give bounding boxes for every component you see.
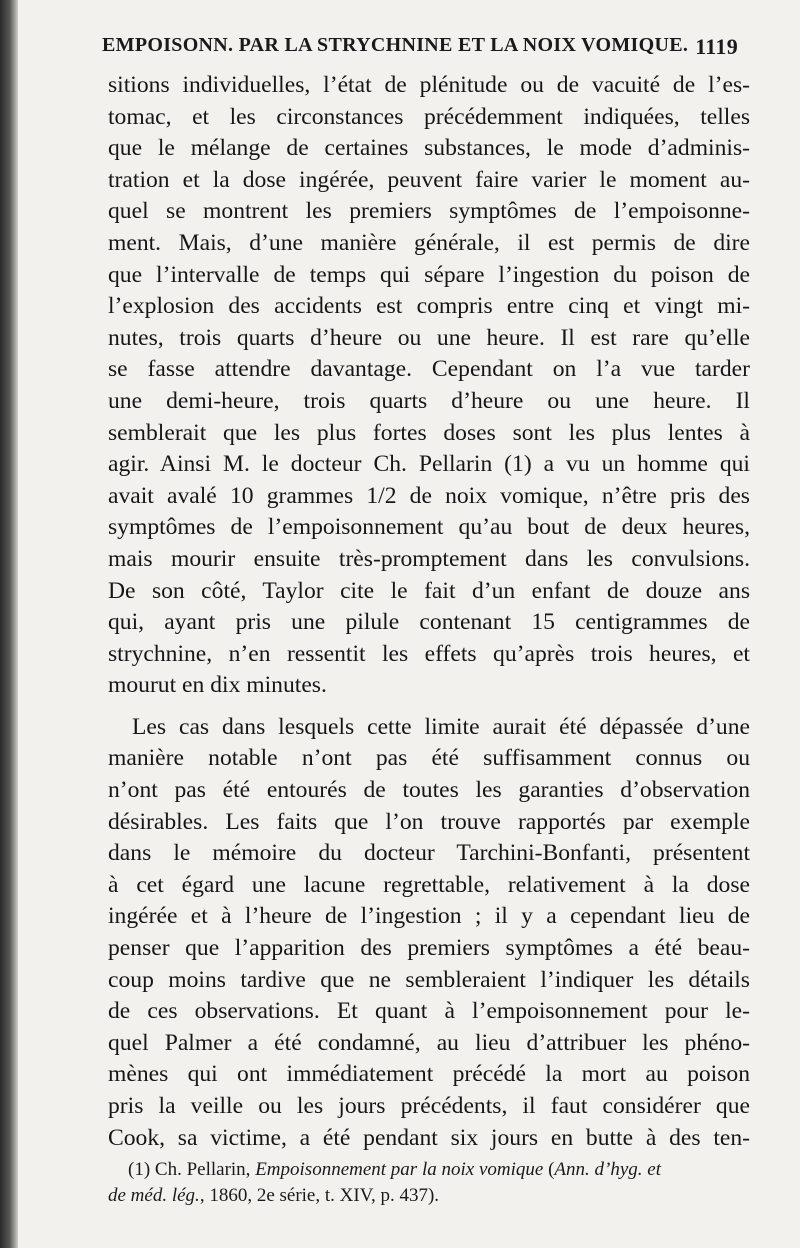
text-line: quel Palmer a été condamné, au lieu d’attribuer les phéno- — [108, 1029, 750, 1056]
running-title: EMPOISONN. PAR LA STRYCHNINE ET LA NOIX VOMIQUE. — [102, 34, 689, 56]
text-line: strychnine, n’en ressentit les effets qu’après trois heures, et — [108, 640, 750, 667]
paragraph-1 — [108, 70, 750, 702]
footnote-title: Empoisonnement par la noix vomique — [255, 1159, 544, 1180]
text-line: pris la veille ou les jours précédents, il faut considérer que — [108, 1093, 750, 1119]
text-line: que l’intervalle de temps qui sépare l’ingestion du poison de — [108, 261, 750, 288]
text-line: tration et la dose ingérée, peuvent faire varier le moment au- — [108, 166, 750, 193]
text-line: De son côté, Taylor cite le fait d’un enfant de douze ans — [108, 577, 750, 604]
text-line: mènes qui ont immédiatement précédé la mort au poison — [108, 1061, 750, 1088]
text-line: ment. Mais, d’une manière générale, il est permis de dire — [108, 229, 750, 256]
text-line: Les cas dans lesquels cette limite aurait été dépassée d’une — [132, 713, 750, 740]
text-line: manière notable n’ont pas été suffisamment connus ou — [108, 745, 750, 772]
footnote-citation: , 1860, 2e série, t. XIV, p. 437). — [199, 1185, 440, 1206]
page-gutter-shadow — [0, 0, 18, 1248]
text-line: avait avalé 10 grammes 1/2 de noix vomique, n’être pris des — [108, 482, 750, 509]
text-line: qui, ayant pris une pilule contenant 15 centigrammes de — [108, 609, 750, 636]
footnote-paren: ( — [548, 1159, 555, 1180]
text-line: que le mélange de certaines substances, le mode d’adminis- — [108, 135, 750, 162]
text-line: quel se montrent les premiers symptômes de l’empoisonne- — [108, 198, 750, 225]
text-line: penser que l’apparition des premiers symptômes a été beau- — [108, 935, 750, 962]
text-line: Cook, sa victime, a été pendant six jours en butte à des ten- — [108, 1124, 750, 1151]
text-line: se fasse attendre davantage. Cependant on l’a vue tarder — [108, 356, 750, 383]
text-line: à cet égard une lacune regrettable, relativement à la dose — [108, 871, 750, 898]
footnote-marker: (1) Ch. Pellarin, — [128, 1159, 251, 1180]
paragraph-2 — [108, 712, 750, 1154]
footnote-line-2 — [108, 1183, 750, 1209]
text-line: ingérée et à l’heure de l’ingestion ; il y a cependant lieu de — [108, 903, 750, 930]
text-line: semblerait que les plus fortes doses sont les plus lentes à — [108, 419, 750, 446]
text-line: de ces observations. Et quant à l’empoisonnement pour le- — [108, 998, 750, 1025]
footnote-line-1 — [108, 1157, 750, 1183]
footnote-journal-cont: de méd. lég. — [108, 1185, 200, 1206]
text-line: agir. Ainsi M. le docteur Ch. Pellarin (1) a vu un homme qui — [108, 451, 750, 478]
text-line: dans le mémoire du docteur Tarchini-Bonfanti, présentent — [108, 840, 750, 867]
text-line: tomac, et les circonstances précédemment indiquées, telles — [108, 103, 750, 130]
paragraph-gap — [108, 702, 750, 712]
text-line: désirables. Les faits que l’on trouve rapportés par exemple — [108, 808, 750, 835]
text-line: symptômes de l’empoisonnement qu’au bout de deux heures, — [108, 514, 750, 541]
text-line: sitions individuelles, l’état de plénitude ou de vacuité de l’es- — [108, 72, 750, 98]
page-number: 1119 — [695, 34, 738, 59]
text-line: n’ont pas été entourés de toutes les garanties d’observation — [108, 777, 750, 804]
body-text — [108, 70, 750, 1154]
footnote — [108, 1157, 750, 1209]
text-line: une demi-heure, trois quarts d’heure ou une heure. Il — [108, 387, 750, 414]
running-header — [102, 34, 752, 68]
footnote-journal: Ann. d’hyg. et — [554, 1159, 661, 1180]
text-line: nutes, trois quarts d’heure ou une heure. Il est rare qu’elle — [108, 324, 750, 351]
text-line: coup moins tardive que ne sembleraient l’indiquer les détails — [108, 966, 750, 993]
text-line: mourut en dix minutes. — [108, 672, 327, 699]
text-line: mais mourir ensuite très-promptement dans les convulsions. — [108, 545, 750, 572]
text-line: l’explosion des accidents est compris entre cinq et vingt mi- — [108, 293, 750, 320]
